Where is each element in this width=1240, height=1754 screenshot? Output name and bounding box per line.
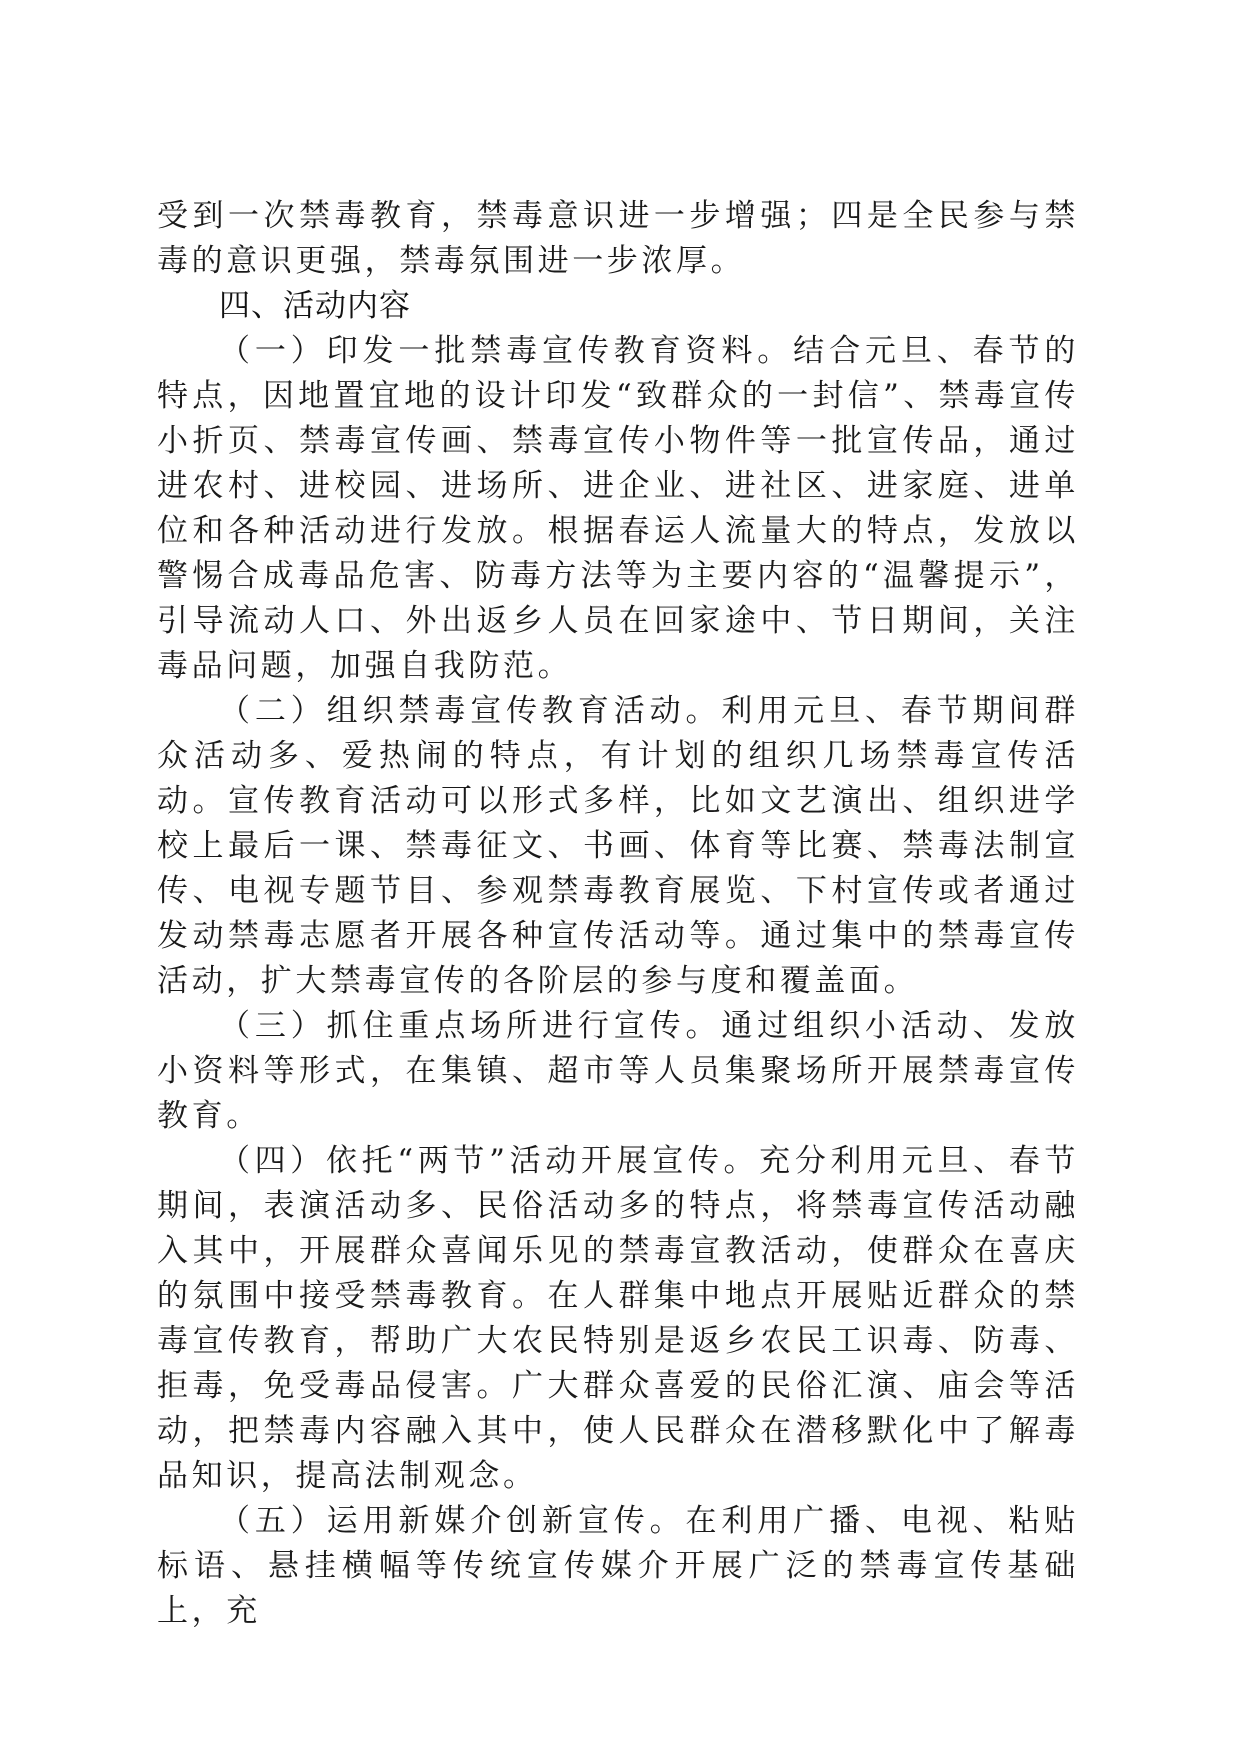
section-heading-activity-content: 四、活动内容 bbox=[219, 288, 411, 324]
paragraph-item-2: （二）组织禁毒宣传教育活动。利用元旦、春节期间群众活动多、爱热闹的特点，有计划的组织几场禁毒宣传活动。宣传教育活动可以形式多样，比如文艺演出、组织进学校上最后一课、禁毒征文、书画、体育等比赛、禁毒法制宣传、电视专题节目、参观禁毒教育展览、下村宣传或者通过发动禁毒志愿者开展各种宣传活动等。通过集中的禁毒宣传活动，扩大禁毒宣传的各阶层的参与度和覆盖面。 bbox=[157, 693, 1079, 999]
paragraph-item-1: （一）印发一批禁毒宣传教育资料。结合元旦、春节的特点，因地置宜地的设计印发“致群众的一封信”、禁毒宣传小折页、禁毒宣传画、禁毒宣传小物件等一批宣传品，通过进农村、进校园、进场所、进企业、进社区、进家庭、进单位和各种活动进行发放。根据春运人流量大的特点，发放以警惕合成毒品危害、防毒方法等为主要内容的“温馨提示”，引导流动人口、外出返乡人员在回家途中、节日期间，关注毒品问题，加强自我防范。 bbox=[157, 333, 1079, 684]
paragraph-item-5: （五）运用新媒介创新宣传。在利用广播、电视、粘贴标语、悬挂横幅等传统宣传媒介开展广泛的禁毒宣传基础上，充 bbox=[157, 1503, 1079, 1629]
paragraph-item-3: （三）抓住重点场所进行宣传。通过组织小活动、发放小资料等形式，在集镇、超市等人员集聚场所开展禁毒宣传教育。 bbox=[157, 1008, 1079, 1134]
paragraph-continuation: 受到一次禁毒教育，禁毒意识进一步增强；四是全民参与禁毒的意识更强，禁毒氛围进一步浓厚。 bbox=[157, 198, 1079, 279]
document-body bbox=[157, 194, 1079, 1634]
paragraph-item-4: （四）依托“两节”活动开展宣传。充分利用元旦、春节期间，表演活动多、民俗活动多的特点，将禁毒宣传活动融入其中，开展群众喜闻乐见的禁毒宣教活动，使群众在喜庆的氛围中接受禁毒教育。在人群集中地点开展贴近群众的禁毒宣传教育，帮助广大农民特别是返乡农民工识毒、防毒、拒毒，免受毒品侵害。广大群众喜爱的民俗汇演、庙会等活动，把禁毒内容融入其中，使人民群众在潜移默化中了解毒品知识，提高法制观念。 bbox=[157, 1143, 1079, 1494]
